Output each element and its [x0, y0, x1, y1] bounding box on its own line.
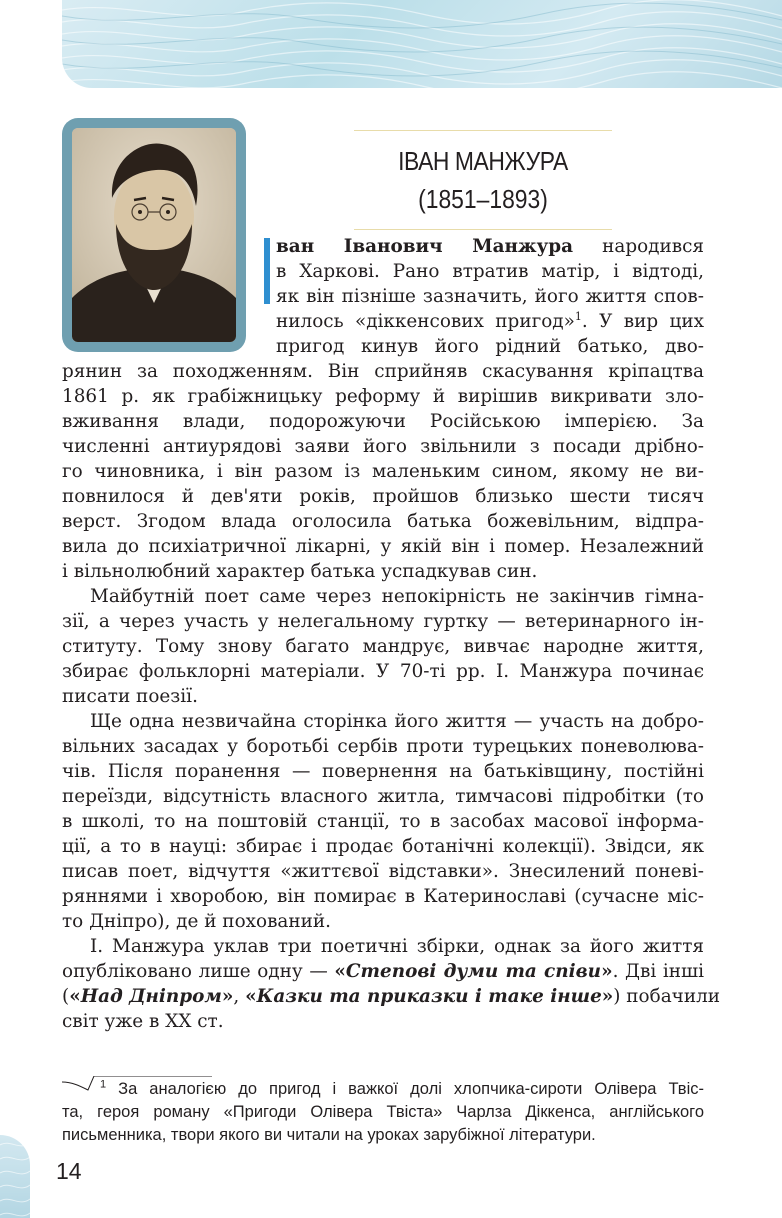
text-line: писав поет, відчуття «життєвої відставки». Знесилений поневі-: [62, 861, 704, 882]
title-top-rule: [354, 130, 612, 131]
footnote-line: та, героя роману «Пригоди Олівера Твіста» Чарлза Діккенса, англійського: [62, 1103, 704, 1121]
text-line: ряннями і хворобою, він помирає в Катеринославі (сучасне міс-: [62, 886, 704, 907]
text-line: верст. Згодом влада оголосила батька божевільним, відпра-: [62, 511, 704, 532]
text-line: писати поезії.: [62, 686, 198, 707]
text-line: ституту. Тому знову багато мандрує, вивчає народне життя,: [62, 636, 704, 657]
book-title: Степові думи та співи: [345, 961, 602, 982]
text-line: чів. Після поранення — повернення на батьківщину, постійні: [62, 761, 704, 782]
author-years: (1851–1893): [418, 184, 548, 214]
text-line: Ще одна незвичайна сторінка його життя — участь на добро-: [90, 711, 704, 732]
text-line: світ уже в XX ст.: [62, 1011, 224, 1032]
text-line: збирає фольклорні матеріали. У 70-ті рр. І. Манжура починає: [62, 661, 704, 682]
footnote-ref: 1: [574, 309, 582, 323]
text-line: і вільнолюбний характер батька успадкував син.: [62, 561, 538, 582]
wave-pattern: [62, 0, 782, 88]
author-title-block: [354, 130, 612, 230]
text-line: го чиновника, і він разом із маленьким сином, якому не ви-: [62, 461, 704, 482]
author-name: ІВАН МАНЖУРА: [398, 146, 568, 176]
header-banner: [62, 0, 782, 88]
text-line: вживання влади, подорожуючи Російською імперією. За: [62, 411, 704, 432]
text-line: Майбутній поет саме через непокірність не закінчив гімна-: [90, 586, 704, 607]
text-line: ван Іванович Манжура народився: [276, 236, 704, 257]
text-line: як він пізніше зазначить, його життя спов-: [276, 286, 704, 307]
page-number: 14: [56, 1158, 82, 1184]
book-title: Казки та приказки і таке інше: [256, 986, 602, 1007]
portrait-frame: [62, 118, 246, 352]
text-line: в Харкові. Рано втратив матір, і відтоді,: [276, 261, 704, 282]
text-line: вільних засадах у боротьбі сербів проти турецьких поневолюва-: [62, 736, 704, 757]
corner-decoration: [0, 1135, 30, 1218]
book-title: Над Дніпром: [80, 986, 222, 1007]
footnote-line: $^1$ За аналогією до пригод і важкої долі хлопчика-сироти Олівера Твіс-: [100, 1078, 704, 1098]
text-line: опубліковано лише одну — «Степові думи та співи». Дві інші: [62, 961, 705, 982]
text-line: пригод кинув його рідний батько, дво-: [276, 336, 704, 357]
footnote-line: письменника, твори якого ви читали на уроках зарубіжної літератури.: [62, 1126, 596, 1144]
text-line: переїзди, відсутність власного житла, тимчасові підробітки (то: [62, 786, 704, 807]
text-line: вила до психіатричної лікарні, у якій він і помер. Незалежний: [62, 536, 704, 557]
title-bottom-rule: [354, 229, 612, 230]
text-line: рянин за походженням. Він сприйняв скасування кріпацтва: [62, 361, 704, 382]
text-line: ції, а то в науці: збирає і продає ботанічні колекції). Звідси, як: [62, 836, 704, 857]
text-line: І. Манжура уклав три поетичні збірки, однак за його життя: [90, 936, 704, 957]
text-line: повнилося й дев'яти років, пройшов близько шести тисяч: [62, 486, 704, 507]
text-line: то Дніпро), де й похований.: [62, 911, 332, 932]
text-line: 1861 р. як грабіжницьку реформу й вирішив викривати зло-: [62, 386, 704, 407]
portrait-photo: [72, 128, 236, 342]
text-line: численні антиурядові заяви його звільнили з посади дрібно-: [62, 436, 704, 457]
text-line: нилось «діккенсових пригод»$^1$. У вир цих: [276, 309, 705, 332]
text-line: зії, а через участь у нелегальному гуртку — ветеринарного ін-: [62, 611, 704, 632]
dropcap-letter-i: [264, 238, 270, 304]
text-line: («Над Дніпром», «Казки та приказки і таке інше») побачили: [62, 986, 721, 1007]
footnote-marker: 1: [100, 1078, 107, 1091]
text-line: в школі, то на поштовій станції, то в засобах масової інформа-: [62, 811, 704, 832]
